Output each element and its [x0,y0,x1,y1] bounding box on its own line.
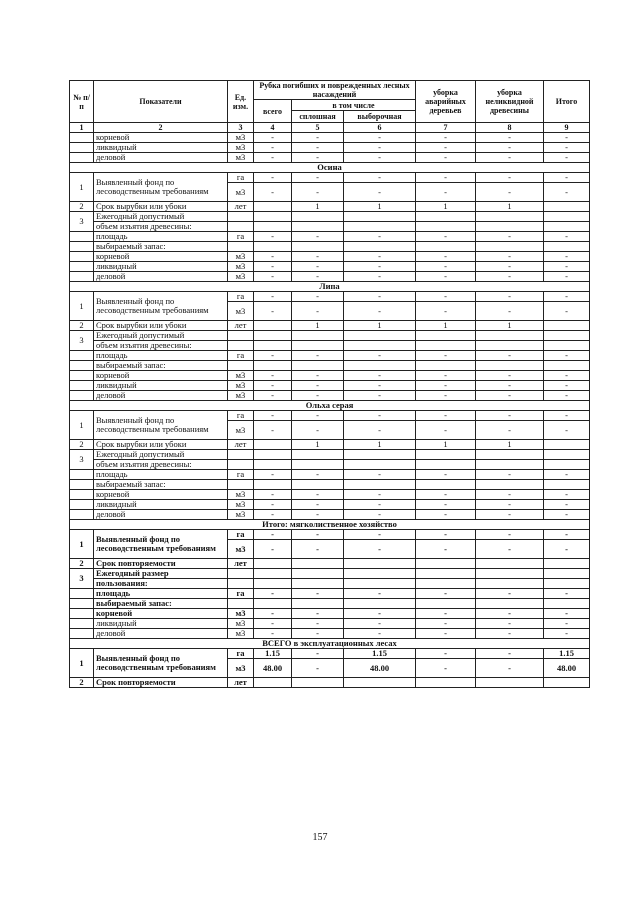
header-total-all: всего [254,100,292,123]
header-solid: сплошная [292,111,344,123]
table-row: 2 Срок вырубки или убоки лет 1 1 1 1 [70,440,590,450]
table-row: ликвидный м3 - - - - - - [70,500,590,510]
header-illiquid: уборка неликвидной древесины [476,81,544,123]
row-label: Срок вырубки или убоки [94,202,228,212]
table-row: площадь га - - - - - - [70,470,590,480]
table-row: объем изъятия древесины: [70,341,590,351]
row-label: Выявленный фонд по лесоводственным требованиям [94,173,228,202]
table-row: 1 Выявленный фонд по лесоводственным требованиям га - - - - - - [70,530,590,540]
colnum: 1 [70,123,94,133]
colnum: 7 [416,123,476,133]
table-row: объем изъятия древесины: [70,222,590,232]
table-row: 3 Ежегодный допустимый [70,331,590,341]
table-row: 2 Срок повторяемости лет [70,678,590,688]
row-label: ликвидный [94,143,228,153]
section-header: Итого: мягколиственное хозяйство [70,520,590,530]
section-header: Ольха серая [70,401,590,411]
colnum: 3 [228,123,254,133]
table-row: ликвидный м3 - - - - - - [70,619,590,629]
section-header: ВСЕГО в эксплуатационных лесах [70,639,590,649]
table-row: 3 Ежегодный допустимый [70,212,590,222]
table-row: площадь га - - - - - - [70,232,590,242]
page-number: 157 [312,832,328,843]
table-row: ликвидный м3 - - - - - - [70,262,590,272]
colnum: 8 [476,123,544,133]
section-header: Липа [70,282,590,292]
colnum: 4 [254,123,292,133]
forest-table [69,80,590,688]
row-label: корневой [94,133,228,143]
colnum: 9 [544,123,590,133]
colnum-row [70,123,590,133]
table-row: м3 - - - - - - [70,302,590,321]
table-row: площадь га - - - - - - [70,589,590,599]
table-row: 1 Выявленный фонд по лесоводственным требованиям га - - - - - - [70,173,590,183]
table-row: м3 48.00 - 48.00 - - 48.00 [70,659,590,678]
table-row: корневой м3 - - - - - - [70,609,590,619]
table-row: деловой м3 - - - - - - [70,391,590,401]
table-row: м3 - - - - - - [70,540,590,559]
header-indicators: Показатели [94,81,228,123]
table-row: 3 Ежегодный размер [70,569,590,579]
table-row: выбираемый запас: [70,361,590,371]
table-row: площадь га - - - - - - [70,351,590,361]
table-row: 1 Выявленный фонд по лесоводственным требованиям га 1.15 - 1.15 - - 1.15 [70,649,590,659]
table-row: корневой м3 - - - - - - [70,371,590,381]
table-row: деловой м3 - - - - - - [70,153,590,163]
table-row: выбираемый запас: [70,242,590,252]
table-row: деловой м3 - - - - - - [70,272,590,282]
header-incl: в том числе [292,100,416,111]
header-emergency: уборка аварийных деревьев [416,81,476,123]
header-unit: Ед. изм. [228,81,254,123]
header-row-1 [70,81,590,100]
colnum: 6 [344,123,416,133]
table-row: пользования: [70,579,590,589]
header-selective: выборочная [344,111,416,123]
table-row: корневой м3 - - - - - - [70,490,590,500]
table-row: м3 - - - - - - [70,421,590,440]
table-row: объем изъятия древесины: [70,460,590,470]
header-total: Итого [544,81,590,123]
table-row: деловой м3 - - - - - - [70,510,590,520]
table-row: деловой м3 - - - - - - [70,629,590,639]
table-row: м3 - - - - - - [70,183,590,202]
colnum: 5 [292,123,344,133]
header-num: № п/п [70,81,94,123]
table-row: 1 Выявленный фонд по лесоводственным требованиям га - - - - - - [70,411,590,421]
table-row: 2 Срок вырубки или убоки лет 1 1 1 1 [70,321,590,331]
table-row: выбираемый запас: [70,599,590,609]
table-row: 3 Ежегодный допустимый [70,450,590,460]
colnum: 2 [94,123,228,133]
table-row: корневой м3 - - - - - - [70,252,590,262]
row-label: деловой [94,153,228,163]
table-row: ликвидный м3 - - - - - - [70,143,590,153]
table-row: 2 Срок вырубки или убоки лет 1 1 1 1 [70,202,590,212]
table-row: 1 Выявленный фонд по лесоводственным требованиям га - - - - - - [70,292,590,302]
table-row: ликвидный м3 - - - - - - [70,381,590,391]
section-header: Осина [70,163,590,173]
header-felling: Рубка погибших и поврежденных лесных насаждений [254,81,416,100]
table-row: выбираемый запас: [70,480,590,490]
table-row: 2 Срок повторяемости лет [70,559,590,569]
table-row: корневой м3 - - - - - - [70,133,590,143]
